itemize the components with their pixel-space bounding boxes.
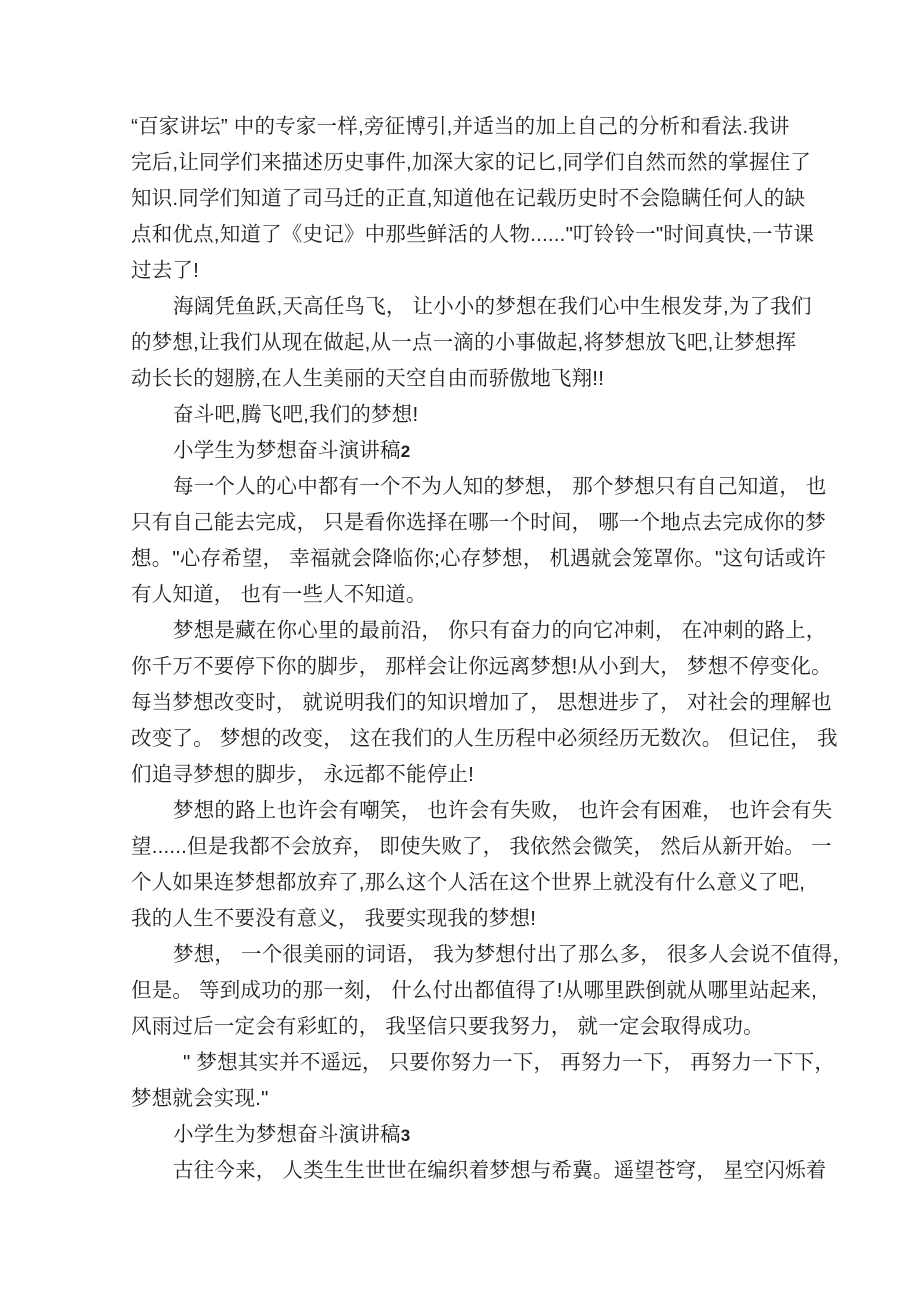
text-line: 梦想是藏在你心里的最前沿， 你只有奋力的向它冲刺， 在冲刺的路上， xyxy=(173,619,827,642)
text-line: 知识.同学们知道了司马迁的正直,知道他在记载历史时不会隐瞒任何人的缺 xyxy=(131,187,806,210)
text-line: 每一个人的心中都有一个不为人知的梦想， 那个梦想只有自己知道， 也 xyxy=(173,475,827,498)
text-line: 海阔凭鱼跃,天高任鸟飞， 让小小的梦想在我们心中生根发芽,为了我们 xyxy=(173,295,812,318)
text-line: " 梦想其实并不遥远， 只要你努力一下， 再努力一下， 再努力一下下， xyxy=(183,1051,836,1074)
text-line: 奋斗吧,腾飞吧,我们的梦想! xyxy=(173,403,419,426)
text-line: 我的人生不要没有意义， 我要实现我的梦想! xyxy=(131,907,537,930)
text-line: 过去了! xyxy=(131,259,199,282)
heading-number: 2 xyxy=(400,442,411,461)
text-line: 们追寻梦想的脚步， 永远都不能停止! xyxy=(131,763,474,786)
text-line: 古往今来， 人类生生世世在编织着梦想与希冀。遥望苍穹， 星空闪烁着 xyxy=(173,1159,827,1182)
text-line: 改变了。 梦想的改变， 这在我们的人生历程中必须经历无数次。 但记住， 我 xyxy=(131,727,838,750)
text-line: 梦想的路上也许会有嘲笑， 也许会有失败， 也许会有困难， 也许会有失 xyxy=(173,799,833,822)
text-line: 你千万不要停下你的脚步， 那样会让你远离梦想!从小到大， 梦想不停变化。 xyxy=(131,655,832,678)
text-line: 有人知道， 也有一些人不知道。 xyxy=(131,583,427,606)
text-line: 只有自己能去完成， 只是看你选择在哪一个时间， 哪一个地点去完成你的梦 xyxy=(131,511,826,534)
text-block xyxy=(131,109,854,1189)
text-line: “百家讲坛” 中的专家一样,旁征博引,并适当的加上自己的分析和看法.我讲 xyxy=(131,115,790,138)
text-line: 梦想就会实现." xyxy=(131,1087,269,1110)
text-line: 梦想， 一个很美丽的词语， 我为梦想付出了那么多， 很多人会说不值得， xyxy=(173,943,854,966)
text-line: 的梦想,让我们从现在做起,从一点一滴的小事做起,将梦想放飞吧,让梦想挥 xyxy=(131,331,797,354)
heading-number: 3 xyxy=(400,1126,411,1145)
text-line: 动长长的翅膀,在人生美丽的天空自由而骄傲地飞翔!! xyxy=(131,367,605,390)
text-line: 望......但是我都不会放弃， 即使失败了， 我依然会微笑， 然后从新开始。 一 xyxy=(131,835,832,858)
text-line: 完后,让同学们来描述历史事件,加深大家的记匕,同学们自然而然的掌握住了 xyxy=(131,151,812,174)
section-heading: 小学生为梦想奋斗演讲稿2 xyxy=(173,439,411,462)
text-line: 但是。 等到成功的那一刻， 什么付出都值得了!从哪里跌倒就从哪里站起来, xyxy=(131,979,817,1002)
section-heading: 小学生为梦想奋斗演讲稿3 xyxy=(173,1123,411,1146)
text-line: 每当梦想改变时， 就说明我们的知识增加了， 思想进步了， 对社会的理解也 xyxy=(131,691,832,714)
text-line: 想。"心存希望， 幸福就会降临你;心存梦想， 机遇就会笼罩你。"这句话或许 xyxy=(131,547,827,570)
text-line: 风雨过后一定会有彩虹的， 我坚信只要我努力， 就一定会取得成功。 xyxy=(131,1015,764,1038)
text-line: 个人如果连梦想都放弃了,那么这个人活在这个世界上就没有什么意义了吧, xyxy=(131,871,806,894)
text-line: 点和优点,知道了《史记》中那些鲜活的人物......"叮铃铃一"时间真快,一节课 xyxy=(131,223,815,246)
